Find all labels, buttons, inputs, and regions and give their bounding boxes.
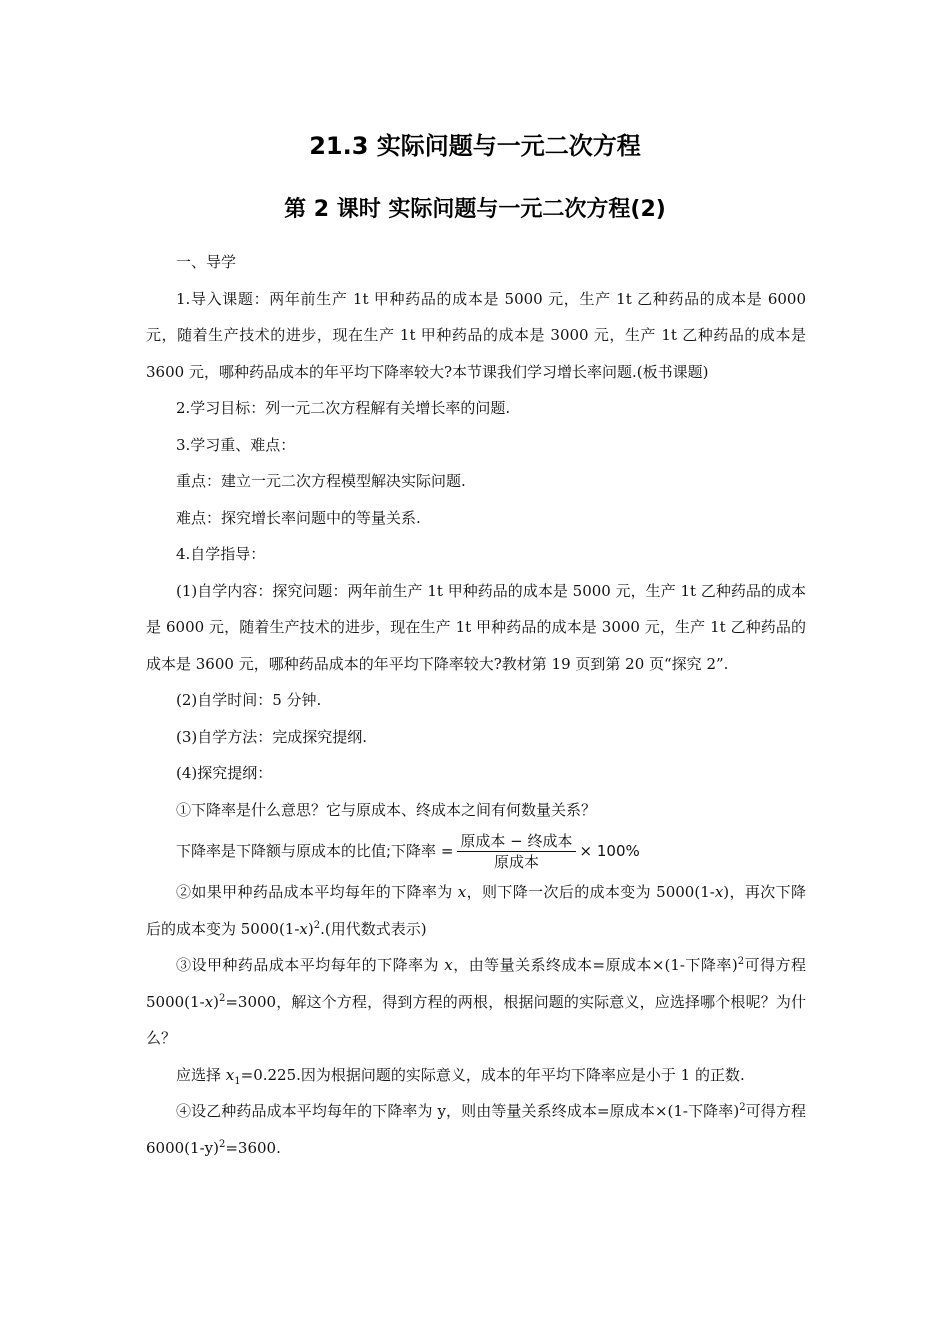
self-study-method: (3)自学方法：完成探究提纲.	[176, 727, 368, 746]
guide-heading: 一、导学	[176, 253, 237, 271]
answer-3: 应选择 $x_1=0.225$.因为根据问题的实际意义，成本的年平均下降率应是小于 1 的正数.	[176, 1065, 745, 1087]
page-title: 21.3 实际问题与一元二次方程	[309, 132, 641, 160]
goal-paragraph: 2.学习目标：列一元二次方程解有关增长率的问题.	[176, 399, 511, 417]
question-1: ①下降率是什么意思？它与原成本、终成本之间有何数量关系？	[176, 800, 597, 819]
question-3: ③设甲种药品成本平均每年的下降率为 x，由等量关系终成本=原成本×(1-下降率)$^2$可得方程 $5000(1-x)^2=3000$，解这个方程，得到方程的两根，根据问题的实际意义，应选择哪个根呢？为什么？	[146, 956, 806, 1047]
formula-numerator: 原成本 − 终成本	[457, 832, 575, 852]
self-study-heading: 4.自学指导：	[176, 545, 266, 563]
key-heading: 3.学习重、难点：	[176, 435, 296, 454]
document-body	[146, 244, 806, 1166]
formula-tail: × 100%	[579, 841, 640, 860]
self-study-time: (2)自学时间：5 分钟.	[176, 691, 322, 709]
decline-rate-formula	[146, 828, 806, 874]
self-study-content: (1)自学内容：探究问题：两年前生产 1t 甲种药品的成本是 5000 元，生产 1t 乙种药品的成本是 6000 元，随着生产技术的进步，现在生产 1t 甲种药品的成本是 3000 元，生产 1t 乙种药品的成本是 3600 元，哪种药品成本的年平均下降率较大?教材第 19 页到第 20 页“探究 2”.	[146, 581, 806, 673]
key-point: 重点：建立一元二次方程模型解决实际问题.	[176, 472, 466, 490]
formula-denominator: 原成本	[493, 852, 539, 871]
intro-paragraph: 1.导入课题：两年前生产 1t 甲种药品的成本是 5000 元，生产 1t 乙种药品的成本是 6000 元，随着生产技术的进步，现在生产 1t 甲种药品的成本是 3000 元，生产 1t 乙种药品的成本是 3600 元，哪种药品成本的年平均下降率较大?本节课我们学习增长率问题.(板书课题)	[146, 289, 806, 381]
outline-heading: (4)探究提纲：	[176, 764, 273, 782]
question-4: ④设乙种药品成本平均每年的下降率为 y，则由等量关系终成本=原成本×(1-下降率)$^2$可得方程 $6000(1-y)^2=3600$.	[146, 1102, 806, 1157]
page-subtitle: 第 2 课时 实际问题与一元二次方程(2)	[284, 197, 666, 222]
formula-lead: 下降率是下降额与原成本的比值;下降率 =	[176, 841, 454, 860]
formula-fraction	[457, 832, 575, 871]
question-2: ②如果甲种药品成本平均每年的下降率为 x，则下降一次后的成本变为 5000(1-x)，再次下降后的成本变为 $5000(1-x)^2$.(用代数式表示)	[146, 883, 806, 938]
difficult-point: 难点：探究增长率问题中的等量关系.	[176, 508, 421, 527]
